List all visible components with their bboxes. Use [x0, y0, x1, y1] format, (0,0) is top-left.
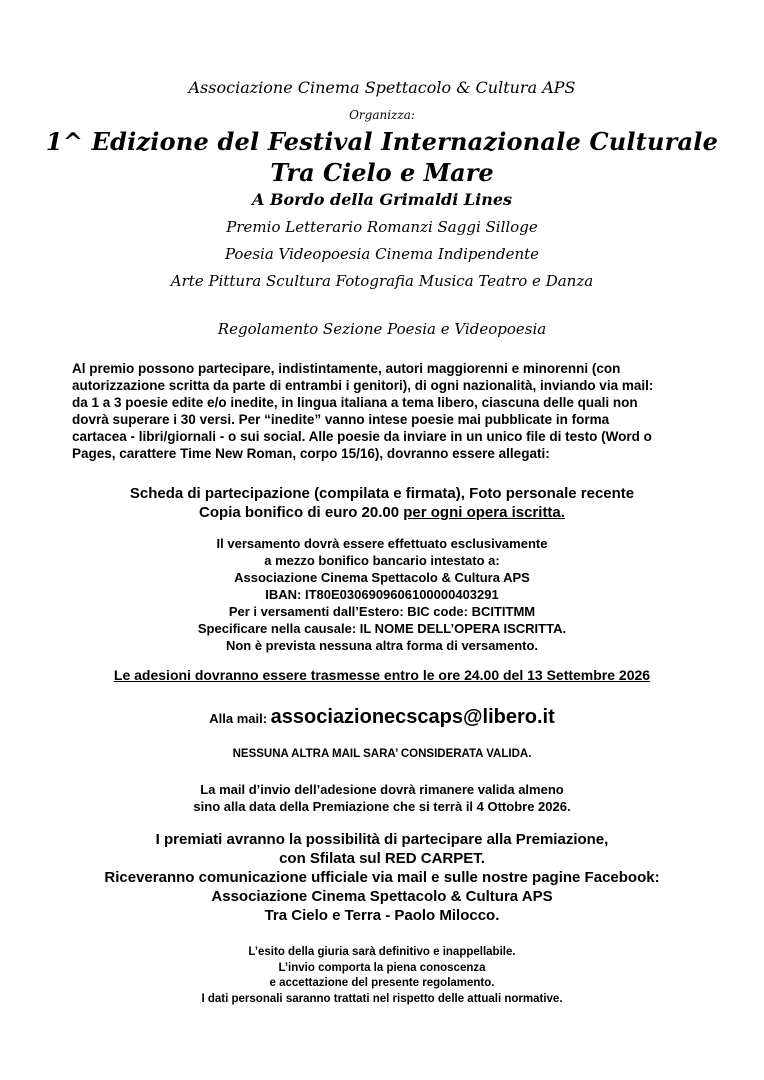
esito-line: L’invio comporta la piena conoscenza	[278, 961, 486, 974]
bonifico-line: Associazione Cinema Spettacolo & Cultura APS	[234, 570, 530, 585]
bic-line: Per i versamenti dall’Estero: BIC code: BCITITMM	[228, 604, 536, 619]
allegati-line-1: Scheda di partecipazione (compilata e firmata), Foto personale recente	[129, 485, 635, 502]
regolamento-title: Regolamento Sezione Poesia e Videopoesia	[217, 320, 547, 338]
bonifico-line: Il versamento dovrà essere effettuato esclusivamente	[216, 536, 548, 551]
category-line-3: Arte Pittura Scultura Fotografia Musica Teatro e Danza	[170, 272, 594, 290]
causale-line: Specificare nella causale: IL NOME DELL’OPERA ISCRITTA.	[197, 621, 567, 636]
validita-line: La mail d’invio dell’adesione dovrà rimanere valida almeno	[200, 782, 564, 797]
validita-block	[0, 781, 764, 815]
mail-label: Alla mail:	[209, 711, 271, 726]
premiati-line: I premiati avranno la possibilità di partecipare alla Premiazione,	[155, 831, 609, 848]
premiati-line: Riceveranno comunicazione ufficiale via mail e sulle nostre pagine Facebook:	[104, 869, 660, 886]
intro-line: autorizzazione scritta da parte di entrambi i genitori), di ogni nazionalità, inviando via mail:	[72, 378, 654, 393]
esito-line: e accettazione del presente regolamento.	[269, 977, 495, 989]
allegati-line-2-underlined: per ogni opera iscritta.	[403, 504, 565, 521]
bonifico-line: a mezzo bonifico bancario intestato a:	[264, 553, 500, 568]
nessuna-mail-notice: NESSUNA ALTRA MAIL SARA’ CONSIDERATA VALIDA.	[232, 748, 532, 760]
festival-title-line-2: Tra Cielo e Mare	[270, 158, 494, 187]
deadline-notice: Le adesioni dovranno essere trasmesse entro le ore 24.00 del 13 Settembre 2026	[113, 667, 651, 683]
validita-line: sino alla data della Premiazione che si terrà il 4 Ottobre 2026.	[193, 799, 571, 814]
festival-subtitle: A Bordo della Grimaldi Lines	[251, 190, 513, 209]
category-line-1: Premio Letterario Romanzi Saggi Silloge	[226, 218, 538, 236]
premiati-line: Associazione Cinema Spettacolo & Cultura APS	[211, 888, 553, 905]
intro-line: da 1 a 3 poesie edite e/o inedite, in lingua italiana a tema libero, ciascuna delle quali non	[72, 395, 638, 410]
organizer-name: Associazione Cinema Spettacolo & Cultura APS	[188, 78, 576, 97]
intro-line: dovrà superare i 30 versi. Per “inedite” vanno intese poesie mai pubblicate in forma	[72, 412, 610, 427]
allegati-block	[0, 484, 764, 522]
esito-line: L’esito della giuria sarà definitivo e inappellabile.	[248, 946, 516, 958]
esito-line: I dati personali saranno trattati nel rispetto delle attuali normative.	[201, 992, 563, 1005]
festival-title-line-1: 1^ Edizione del Festival Internazionale Culturale	[45, 127, 719, 156]
premiati-block	[0, 830, 764, 925]
category-line-2: Poesia Videopoesia Cinema Indipendente	[224, 245, 540, 263]
intro-paragraph	[72, 360, 698, 462]
premiati-line: con Sfilata sul RED CARPET.	[279, 850, 485, 867]
organizza-label: Organizza:	[349, 108, 415, 122]
intro-line: Al premio possono partecipare, indistintamente, autori maggiorenni e minorenni (con	[72, 361, 621, 376]
allegati-line-2	[0, 503, 764, 522]
bonifico-line: Non è prevista nessuna altra forma di versamento.	[225, 638, 539, 653]
esito-block	[0, 945, 764, 1007]
allegati-line-2-prefix: Copia bonifico di euro 20.00	[199, 504, 404, 521]
bonifico-block	[0, 535, 764, 654]
intro-line: Pages, carattere Time New Roman, corpo 15/16), dovranno essere allegati:	[72, 446, 550, 461]
premiati-line: Tra Cielo e Terra - Paolo Milocco.	[264, 907, 500, 924]
mail-address: associazionecscaps@libero.it	[270, 706, 555, 728]
iban-line: IBAN: IT80E0306909606100000403291	[265, 587, 499, 602]
intro-line: cartacea - libri/giornali - o sui social. Alle poesie da inviare in un unico file di testo (Word o	[72, 429, 652, 444]
mail-row	[0, 706, 764, 729]
